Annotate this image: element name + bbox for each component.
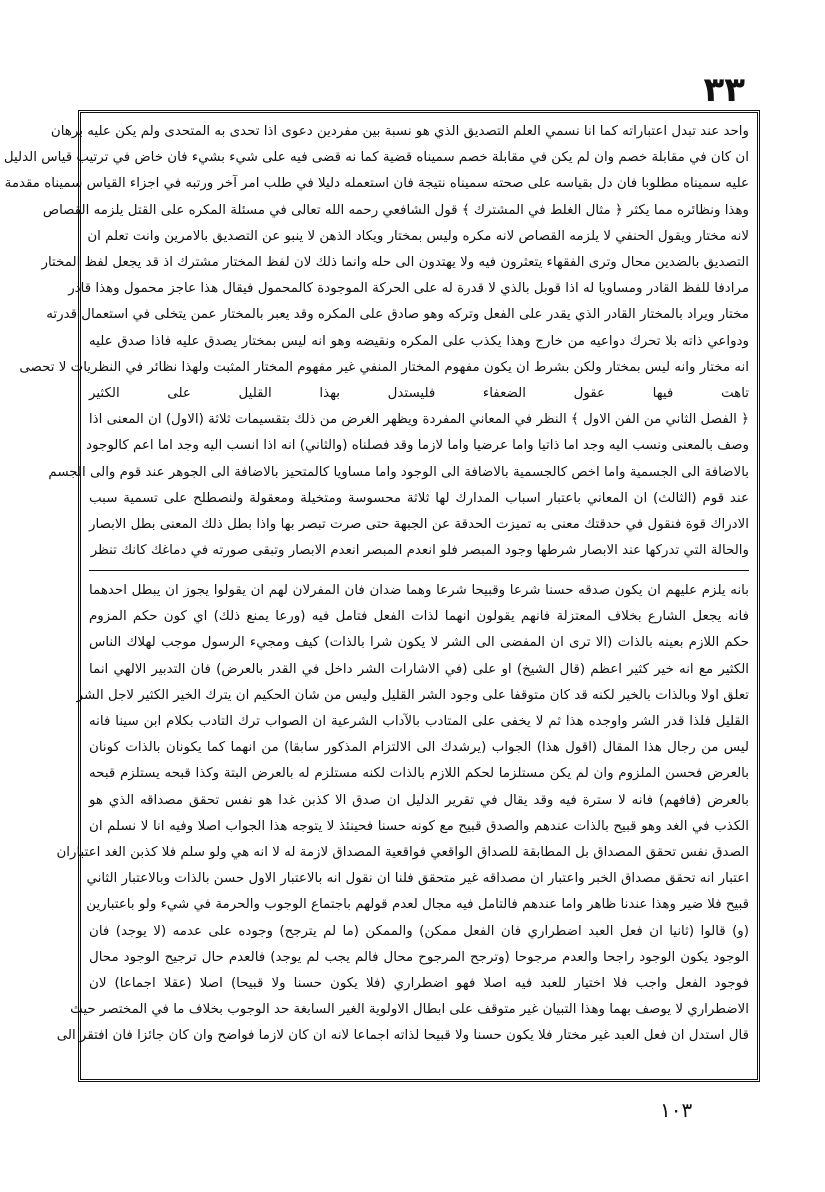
text-line: القليل فلذا قدر الشر واوجده هذا ثم لا يخفى على المتادب بالآداب الشرعية ان الصواب ترك التادب بكلام ابن سينا فانه (89, 714, 749, 730)
text-line: ان كان في مقابلة خصم وان لم يكن في مقابلة خصم سميناه قضية كما نه قضى فيه على شيء بشيء فان خاض في ترتيب قياس الدليل (3, 150, 749, 166)
text-line: قال استدل ان فعل العبد غير مختار فلا يكون حسنا ولا قبيحا لذاته اجماعا لانه ان كان لازما فواضح وان كان جائزا فان افتقر الى (56, 1028, 749, 1044)
text-line: التصديق بالضدين محال وترى الفقهاء يتعثرون فيه ولا يهتدون الى حله وانما ذلك لان لفظ المختار مشترك اذ قد يجعل لفظ المختار (41, 255, 749, 271)
page-number-top: ٣٣ (703, 70, 745, 110)
text-line: الادراك قوة فنقول في حدقتك معنى به تميزت الحدقة عن الجبهة حتى صرت تبصر بها واذا بطل ذلك المعنى بطل الابصار (89, 517, 749, 533)
text-line: بالعرض (فافهم) فانه لا سترة فيه وقد يقال في تقرير الدليل ان صدق الا كذبن غدا هو نفس تحقق مصداقه الذي هو (89, 792, 749, 808)
text-line: بالعرض فحسن الملزوم وان لم يكن مستلزما لحكم اللازم بالذات لكنه مستلزم له بالعرض البتة وكذا قبحه يستلزم قبحه (89, 766, 749, 782)
text-line: بالاضافة الى الجسمية واما اخص كالجسمية بالاضافة الى الوجود واما مساويا كالمتحيز بالاضافة الى الجوهر عند قوم والى الجسم (48, 464, 749, 480)
text-line: وصف بالمعنى ونسب اليه وجد اما ذاتيا واما عرضيا واما لازما وقد فصلناه (والثاني) انه اذا انسب اليه وجد اما اعم كالوجود (86, 438, 749, 454)
text-line: بانه يلزم عليهم ان يكون صدقه حسنا شرعا وقبيحا شرعا وهما ضدان فان المفرلان لهم ان يقولوا يجوز ان يبطل احدهما (89, 583, 749, 598)
section-divider (89, 570, 749, 571)
lower-text-block (56, 578, 749, 1074)
text-line: فانه يجعل الشارع بخلاف المعتزلة فانهم يقولون انهما لذات الفعل فتامل فيه (ورعا يمنع ذلك) اي كون حكم المزوم (89, 609, 749, 625)
text-line: عليه سميناه مطلوبا فان دل بقياسه على صحته سميناه نتيجة فان استعمله دليلا في طلب امر آخر ورتبه في اجزاء القياس سميناه مقدمة (4, 176, 749, 192)
text-line: وهذا ونظائره مما يكثر ﴿ مثال الغلط في المشترك ﴾ قول الشافعي رحمه الله تعالى في مسئلة المكره على القتل يلزمه القصاص (42, 202, 749, 218)
text-line: قبيح فلا ضير وهذا عندنا ظاهر واما عندهم فالتامل فيه مجال لعدم قولهم باجتماع الوجوب والحرمة في شيء ولو باعتبارين (86, 897, 749, 913)
text-line: والحالة التي تدركها عند الابصار شرطها وجود المبصر فلو انعدم المبصر انعدم الابصار وتبقى صورته في دماغك كانك تنظر (90, 543, 749, 559)
text-line: تعلق اولا وبالذات بالخير لكنه قد كان متوقفا على وجود الشر القليل وليس من شان الحكيم ان يترك الخير الكثير لاجل الشر (76, 687, 749, 703)
page-frame (3, 110, 760, 1082)
text-line: ليس من رجال هذا المقال (اقول هذا) الجواب (يرشدك الى الالتزام المذكور سابقا) من انهما كما يكونان بالذات كونان (89, 740, 749, 756)
text-line: لانه مختار ويقول الحنفي لا يلزمه القصاص لانه مكره وليس بمختار ويكاد الذهن لا ينبو عن التصديق بالامرين وانت تعلم ان (87, 228, 749, 244)
text-line: واحد عند تبدل اعتباراته كما انا نسمي العلم التصديق الذي هو نسبة بين مفردين دعوى اذا تحدى به المتحدى ولم يكن عليه برهان (50, 124, 749, 139)
text-line: عند قوم (الثالث) ان المعاني باعتبار اسباب المدارك لها ثلاثة محسوسة ومتخيلة ومعقولة ولنصطلح على تسمية سبب (89, 490, 749, 506)
text-line: انه مختار وانه ليس بمختار ولكن بشرط ان يكون مفهوم المختار المنفي غير مفهوم المختار المثبت ولهذا نظائر في النظريات لا تحصى (19, 359, 749, 375)
text-line: ﴿ الفصل الثاني من الفن الاول ﴾ النظر في المعاني المفردة ويظهر الغرض من ذلك بتقسيمات ثلاثة (الاول) ان المعنى اذا (88, 412, 749, 428)
text-line: الكذب في الغد وهو قبيح بالذات عندهم والصدق قبيح مع كونه حسنا فحينئذ لا يتوجه هذا الجواب اصلا وفيه انا لا نسلم ان (89, 818, 749, 834)
text-line: تاهت فيها عقول الضعفاء فليستدل بهذا القليل على الكثير (89, 386, 749, 402)
text-line: حكم اللازم بعينه بالذات (الا ترى ان المفضى الى الشر لا يكون شرا بالذات) كيف ومجيء الرسول موجب لهلاك الناس (89, 635, 749, 651)
text-line: الصدق نفس تحقق المصداق بل المطابقة للصداق الواقعي فواقعية المصداق لازمة له لا انه هي ولو سلم فلا كذبن الغد اعتباران (56, 845, 749, 861)
text-line: ودواعي ذاته بلا تحرك دواعيه من خارج وهذا يكذب على المكره ونقيضه وهو انه ليس بمختار يصدق عليه فاذا صدق عليه (89, 333, 749, 349)
text-line: اعتبار انه تحقق مصداق الخبر واعتبار ان مصداقه غير متحقق فلنا ان نقول انه بالاعتبار الاول حسن بالذات وبالاعتبار الثاني (86, 871, 749, 887)
upper-text-block (3, 119, 749, 567)
text-line: مرادفا للفظ القادر ومساويا له اذا قوبل بالذي لا قدرة له على الحركة الموجودة كالمحمول فيقال هذا عاجز محمول وهذا قادر (68, 281, 749, 297)
text-line: مختار ويراد بالمختار القادر الذي يقدر على الفعل وتركه وهو صادق على المكره وقد يعبر بالمختار عمن يتخلى في استعمال قدرته (46, 307, 749, 323)
page-number-bottom: ١٠٣ (660, 1098, 693, 1122)
text-line: الاضطراري لا يوصف بهما وهذا التبيان غير متوقف على ابطال الاولوية الغير السابغة حد الوجوب بخلاف ما في المختصر حيث (70, 1002, 749, 1018)
text-line: الوجود يكون الوجود راجحا والعدم مرجوحا (وترجح المرجوح محال فالم يجب لم يوجد) فالعدم حال ترجيح الوجود محال (89, 949, 749, 965)
text-line: الكثير مع انه خير كثير اعظم (قال الشيخ) او على (في الاشارات الشر داخل في القدر بالعرض) فان التدبير الالهي انما (89, 661, 749, 677)
text-line: (و) قالوا (ثانيا ان فعل العبد اضطراري فان الفعل ممكن) والممكن (ما لم يترجح) وجوده على عدمه (لا يوجد) فان (89, 923, 749, 939)
text-line: فوجود الفعل واجب فلا اختيار للعبد فيه اصلا فهو اضطراري (فلا يكون حسنا ولا قبيحا) اصلا (عقلا اجماعا) لان (89, 976, 749, 992)
